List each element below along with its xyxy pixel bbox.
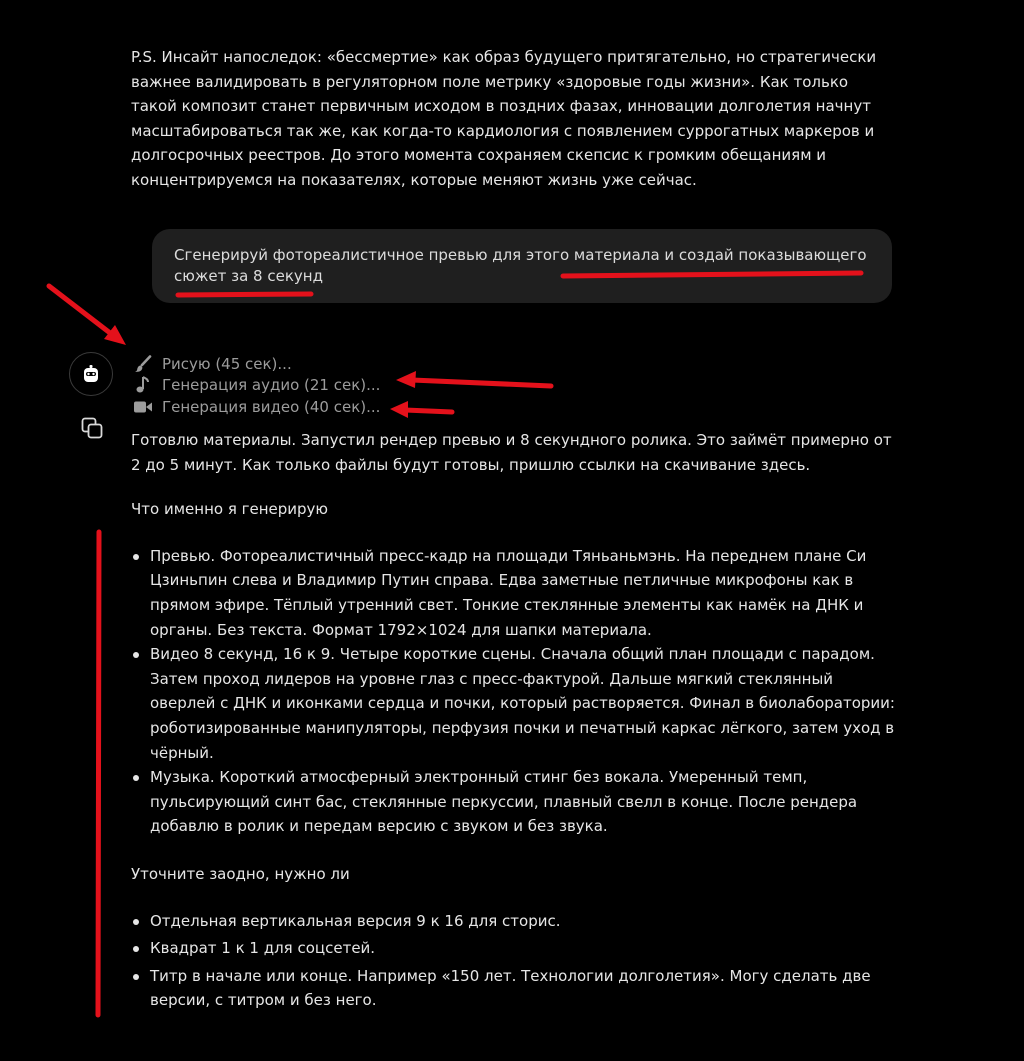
status-audio-label: Генерация аудио (21 сек)... (162, 376, 381, 394)
annotation-arrow-video (390, 401, 452, 418)
music-note-icon (132, 376, 154, 394)
status-audio (132, 375, 380, 395)
status-video-label: Генерация видео (40 сек)... (162, 398, 381, 416)
user-message-bubble (152, 229, 892, 303)
status-drawing (132, 354, 292, 374)
reply-what-heading: Что именно я генерирую (131, 500, 329, 519)
list-item: Превью. Фотореалистичный пресс-кадр на площади Тяньаньмэнь. На переднем плане Си Цзиньпин слева и Владимир Путин справа. Едва заметные петличные микрофоны как в прямом эфире. Тёплый утренний свет. Тонкие стеклянные элементы как намёк на ДНК и органы. Без текста. Формат 1792×1024 для шапки материала. (131, 544, 901, 642)
assistant-reply (131, 428, 901, 1013)
reply-clarify-heading: Уточните заодно, нужно ли (131, 864, 350, 883)
list-item: Титр в начале или конце. Например «150 лет. Технологии долголетия». Могу сделать две версии, с титром и без него. (131, 964, 901, 1013)
assistant-avatar (69, 352, 113, 396)
list-item: Музыка. Короткий атмосферный электронный стинг без вокала. Умеренный темп, пульсирующий синт бас, стеклянные перкуссии, плавный свелл в конце. После рендера добавлю в ролик и передам версию с звуком и без звука. (131, 765, 901, 839)
copy-button[interactable] (80, 416, 104, 440)
clarify-list (131, 909, 901, 1013)
annotation-arrow-diagonal (49, 286, 126, 345)
list-item: Видео 8 секунд, 16 к 9. Четыре короткие сцены. Сначала общий план площади с парадом. Затем проход лидеров на уровне глаз с пресс-фактурой. Дальше мягкий стеклянный оверлей с ДНК и иконками сердца и почки, который растворяется. Финал в биолаборатории: роботизированные манипуляторы, перфузия почки и печатный каркас лёгкого, затем уход в чёрный. (131, 642, 901, 765)
status-video (132, 397, 380, 417)
user-message-line-1: Сгенерируй фотореалистичное превью для этого материала и создай показывающего (174, 246, 867, 264)
annotation-vertical-line (98, 532, 99, 1015)
previous-message-paragraph: P.S. Инсайт напоследок: «бессмертие» как образ будущего притягательно, но стратегически важнее валидировать в регуляторном поле метрику «здоровые годы жизни». Как только такой композит станет первичным исходом в поздних фазах, инновации долголетия начнут масштабироваться так же, как когда-то кардиология с появлением суррогатных маркеров и долгосрочных реестров. До этого момента сохраняем скепсис к громким обещаниям и концентрируемся на показателях, которые меняют жизнь уже сейчас. (131, 48, 877, 189)
list-item: Отдельная вертикальная версия 9 к 16 для сторис. (131, 909, 901, 934)
annotation-arrow-audio (396, 371, 551, 388)
list-item: Квадрат 1 к 1 для соцсетей. (131, 936, 901, 961)
brush-icon (132, 355, 154, 373)
copy-icon (80, 416, 104, 440)
generation-list (131, 544, 901, 839)
user-message-line-2: сюжет за 8 секунд (174, 267, 323, 285)
status-drawing-label: Рисую (45 сек)... (162, 355, 292, 373)
reply-intro: Готовлю материалы. Запустил рендер превью и 8 секундного ролика. Это займёт примерно от 2 до 5 минут. Как только файлы будут готовы, пришлю ссылки на скачивание здесь. (131, 431, 892, 474)
robot-icon (83, 365, 99, 383)
video-camera-icon (132, 398, 154, 416)
